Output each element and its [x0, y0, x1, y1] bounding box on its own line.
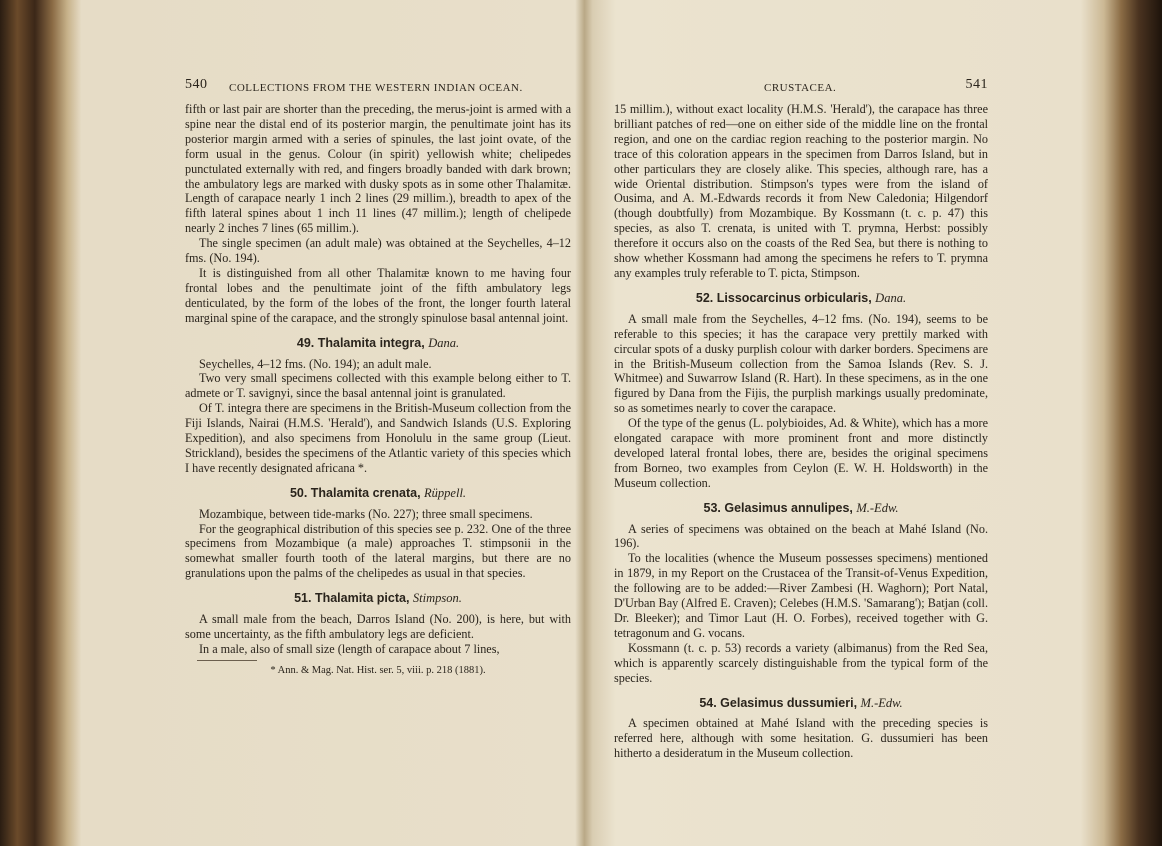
footnote: * Ann. & Mag. Nat. Hist. ser. 5, viii. p. 218 (1881).: [270, 664, 486, 676]
running-head-right: CRUSTACEA.: [764, 82, 837, 94]
paragraph: For the geographical distribution of this species see p. 232. One of the three specimens from Mozambique (a male) approaches T. stimpsonii in the somewhat smaller fourth tooth of the lateral margins, but there are no granulations upon the palms of the chelipedes as usual in that species.: [185, 521, 571, 581]
paragraph: Kossmann (t. c. p. 53) records a variety (albimanus) from the Red Sea, which is apparently scarcely distinguishable from the typical form of the species.: [614, 640, 988, 685]
paragraph: In a male, also of small size (length of carapace about 7 lines,: [199, 641, 500, 656]
left-page: [185, 78, 571, 679]
right-page: [614, 78, 988, 761]
section-heading: 54. Gelasimus dussumieri, M.-Edw.: [699, 695, 903, 710]
paragraph: 15 millim.), without exact locality (H.M.S. 'Herald'), the carapace has three brilliant patches of red—one on either side of the middle line on the frontal region, and one on the cardiac region reaching to the posterior margin. No trace of this coloration appears in the specimen from Darros Island, but in other particulars they are closely alike. This species, although rare, has a wide Oriental distribution. Stimpson's types were from the island of Ousima, and A. M.-Edwards records it from New Caledonia; Hilgendorf (though doubtfully) from Mozambique. By Kossmann (t. c. p. 47) this species, as also T. crenata, is united with T. prymna, Herbst: possibly therefore it occurs also on the coasts of the Red Sea, but there is nothing to show whether Kossmann had among the specimens he refers to T. prymna any examples truly referable to T. picta, Stimpson.: [614, 102, 988, 280]
paragraph: Two very small specimens collected with this example belong either to T. admete or T. savignyi, since the basal antennal joint is granulated.: [185, 371, 571, 401]
footnote-rule: [197, 660, 257, 661]
paragraph: Seychelles, 4–12 fms. (No. 194); an adult male.: [199, 356, 432, 371]
paragraph: fifth or last pair are shorter than the preceding, the merus-joint is armed with a spine near the distal end of its posterior margin, the penultimate joint has its posterior margin armed with a series of spinules, the last joint ovate, of the form usual in the genus. Colour (in spirit) yellowish white; chelipedes punctulated externally with red, and fingers broadly banded with dark brown; the ambulatory legs are marked with dusky spots as in some other Thalamitæ. Length of carapace nearly 1 inch 2 lines (29 millim.), breadth to apex of the fifth lateral spines about 1 inch 11 lines (47 millim.); length of chelipede nearly 2 inches 7 lines (65 millim.).: [185, 102, 571, 236]
paragraph: A series of specimens was obtained on the beach at Mahé Island (No. 196).: [614, 521, 988, 551]
section-heading: 53. Gelasimus annulipes, M.-Edw.: [703, 500, 899, 515]
paragraph: A small male from the beach, Darros Island (No. 200), is here, but with some uncertainty, as the fifth ambulatory legs are deficient.: [185, 612, 571, 641]
section-heading: 49. Thalamita integra, Dana.: [296, 335, 460, 350]
paragraph: It is distinguished from all other Thalamitæ known to me having four frontal lobes and the penultimate joint of the fifth ambulatory legs denticulated, by the form of the lobes of the front, the longer fourth lateral marginal spine of the carapace, and the strongly spinulose basal antennal joint.: [185, 265, 571, 325]
running-header-left: [185, 78, 571, 102]
paragraph: A specimen obtained at Mahé Island with the preceding species is referred here, although with some hesitation. G. dussumieri has been hitherto a desideratum in the Museum collection.: [614, 716, 988, 761]
section-heading: 50. Thalamita crenata, Rüppell.: [289, 485, 467, 500]
paragraph: A small male from the Seychelles, 4–12 fms. (No. 194), seems to be referable to this species; it has the carapace very prettily marked with circular spots of a dusky purplish colour with darker borders. Specimens are in the British-Museum collection from the Samoa Islands (Rev. S. J. Whitmee) and Suwarrow Island (R. Hart). In these specimens, as in the one figured by Dana from the Fijis, the purplish markings usually predominate, so as sometimes nearly to cover the carapace.: [614, 311, 988, 416]
paragraph: To the localities (whence the Museum possesses specimens) mentioned in 1879, in my Report on the Crustacea of the Transit-of-Venus Expedition, the following are to be added:—River Zambesi (H. Waghorn); Port Natal, D'Urban Bay (Alfred E. Craven); Celebes (H.M.S. 'Samarang'); Batjan (coll. Dr. Bleeker); and Timor Laut (H. O. Forbes), received together with G. tetragonum and G. vocans.: [614, 551, 988, 640]
paragraph: Mozambique, between tide-marks (No. 227); three small specimens.: [199, 506, 533, 521]
section-heading: 52. Lissocarcinus orbicularis, Dana.: [695, 290, 907, 305]
page-number-right: 541: [965, 77, 988, 92]
paragraph: The single specimen (an adult male) was obtained at the Seychelles, 4–12 fms. (No. 194).: [185, 236, 571, 266]
running-header-right: [614, 78, 988, 102]
section-heading: 51. Thalamita picta, Stimpson.: [294, 591, 462, 606]
running-head-left: COLLECTIONS FROM THE WESTERN INDIAN OCEAN.: [229, 82, 523, 94]
paragraph: Of the type of the genus (L. polybioides, Ad. & White), which has a more elongated carapace with more prominent front and more distinctly developed lateral frontal lobes, there are, besides the original specimens from Borneo, two examples from Ceylon (E. W. H. Holdsworth) in the Museum collection.: [614, 416, 988, 490]
page-number-left: 540: [185, 77, 208, 92]
paragraph: Of T. integra there are specimens in the British-Museum collection from the Fiji Islands, Nairai (H.M.S. 'Herald'), and Sandwich Islands (U.S. Exploring Expedition), and also specimens from Honolulu in the same group (Lieut. Strickland), besides the specimens of the Atlantic variety of this species which I have recently designated africana *.: [185, 401, 571, 475]
